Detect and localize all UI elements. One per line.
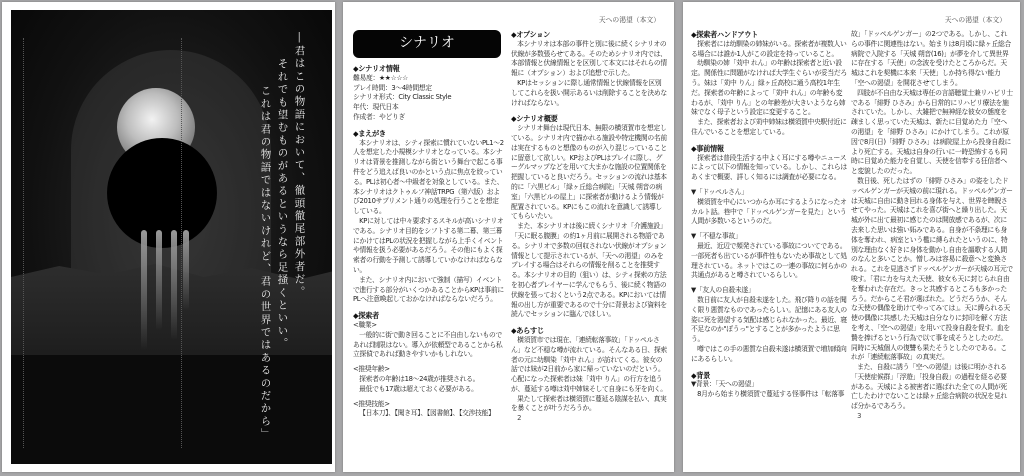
info-play-time: プレイ時間：3～4時間想定 [353,83,432,92]
occupation-label: <職業> [353,320,377,329]
running-header: 天への渇望（本文） [944,16,1006,24]
drip [156,230,162,330]
info-era: 年代：現代日本 [353,103,399,112]
synopsis-paragraph: 果たして探索者は横須賀に蔓延る陰謀を払い、真実を暴くことが叶うだろうか。 [511,394,667,413]
background-subheading: ▼背景：「天への渇望」 [691,380,758,389]
rumor-text: 数日前に友人が自殺未遂をした。飛び降りの話を聞く限り悪質なものであったらしい。記憶にある友人の姿に死を渇望する気配は感じられなかった。最近、寝不足なのか"ぼうっ"とすることが多かったように思う。 [691,295,847,344]
overview-paragraph: シナリオ舞台は現代日本、無限の横須賀市を想定している。シナリオ内で描かれる施設や特定機関の名前は実在するものと想像のものが入り混じっていることに留意して欲しい。KPおよびPLはプレイに際し、グーグルマップなどを用いて大まかな施設の位置関係を把握していると良いだろう。セッションの流れは基本的に「六黒ビル」「緑ヶ丘総合病院」「天城 朔音の病室」「六黒ビルの屋上」に探索者が動けるよう情報が配置されている。KPにもこの流れを意識して誘導してもらいたい。 [511,124,667,221]
page-number: 2 [517,414,522,423]
handout-paragraph: 幼馴染の姉「苅中 れん」の年齢は探索者と近い設定。関係性に問題がなければ大学生ぐらいが妥当だろう。妹は「苅中 りん」緑ヶ丘高校に通う高校1年生だ。探索者の年齢によって「苅中 れん」の年齢も変わるが、「苅中 りん」との年齢差が大きいようなら姉妹でなく母子という設定に変更すること。 [691,59,847,117]
age-line: 探索者の年齢は18～24歳が推奨される。 [359,374,480,383]
rumor-title: ▼「友人の自殺未遂」 [691,286,755,295]
section-title: シナリオ [353,30,501,58]
background-paragraph: 四肢が不自由な天城は専任の言語聴覚士兼リハビリ士である「緋野 ひさみ」から日常的にリハビリ療法を施されていた。しかし、大雑把で無神経な彼女の態度を疎ましく思っていた天城は、新たに目覚めた力「空への渇望」を「緋野 ひさみ」にかけてしまう。これが原因で8月(日)「緋野 ひさみ」は病院屋上から投身自殺により死亡する。天城は自身の行いに一時恐怖するも同時に目覚めた能力を自覚し、天使を信奉する狂信者へと変貌したのだった。 [851,88,1013,176]
rumor-title: ▼「不穏な事故」 [691,232,742,241]
skills-label: <推奨技能> [353,399,390,408]
cover-quote-line-1: ―君はこの物語において、徹頭徹尾部外者だ。 [293,32,306,299]
drip [183,230,189,310]
option-heading: ◆オプション [511,30,551,39]
info-format: シナリオ形式：City Classic Style [353,93,452,102]
ground [11,355,332,464]
preface-paragraph: また、シナリオ内において強制（描写）イベントで進行する部分がいくつかあることからKPは事前にPLへ注意喚起しておかなければならないだろう。 [353,275,504,304]
overview-paragraph: また、本シナリオは後に続くシナリオ「介護施設」「天に眠る腹膜」の約1ヶ月前に展開される物語である。シナリオで多数の回収されない伏線がオプション情報として提示されているが、「天への渇望」のみをプレイする場合はそれらの情報を削ることを推奨する。本シナリオの目的（狙い）は、シティ探索の方法を初心者プレイヤーに学んでもらう、後に続く物語の伏線を張っておくという2点である。KPにおいては情報の出し方が重要であるので十分に背景および資料を読んでセッションに臨んでほしい。 [511,222,667,319]
prior-info-heading: ◆事前情報 [691,143,724,153]
left-column [691,30,847,400]
black-sun-icon [107,138,217,248]
option-paragraph: 本シナリオは本部の事件と別に後に続くシナリオの伏線が多数張らせてある。そのためシナリオ内では、本部情報と伏線情報とを区別して本文にはそれらの情報に（オプション）および追想で示した。 [511,39,667,78]
handout-paragraph: 探索者には幼馴染の姉妹がいる。探索者が複数人いる場合には誰か1人がこの設定を持っていること。 [691,39,847,58]
left-column [353,30,505,419]
right-column [851,30,1013,422]
overview-heading: ◆シナリオ概要 [511,114,558,124]
synopsis-paragraph: 横須賀市では現在、「連続転落事故」「ドッペルさん」など不穏な噂が流れている。そんなある日、探索者の元に幼馴染「苅中 れん」が訪れてくる。彼女の話では妹が2日前から家に帰っていないのだという。心配になった探索者は妹「苅中 りん」の行方を追うが、蔓延する噂は苅中姉妹そして自身にも牙を向く。 [511,335,667,393]
handout-paragraph: また、探索者および苅中姉妹は横須賀中央駅付近に住んでいることを想定している。 [691,118,847,136]
running-header: 天への渇望（本文） [598,16,660,24]
drip [171,230,177,340]
background-paragraph: 数日後、死したはずの「緋野 ひさみ」の姿をしたドッペルゲンガーが天城の前に現れる。ドッペルゲンガーは天城に自由に動き回れる身体を与え、世界を睥睨させてやった。天城はこれを喜び街へと繰り出した。天城が外に出て最初に感じたのは開放感であるが、次に去来した思いは強い妬みである。自身が不条理にも身体を奪われ、病室という檻に縛られたというのに、特別な理由なく好きに身体を動かし自由を謳歌する人間のなんと多いことか。憎しみは容易に殺意へと変換される。これを見逃さずドッペルゲンガーが天城の耳元で唆す。「君に力を与えた天使、彼女も天に封じられ自由を奪われた存在だ。きっと共感するところも多かったろう。だからこそ君が選ばれた。どうだろうか、そんな天使の偶像を助けてやってみては」。天に縛られる天使の偶像に共感した天城は自分なりに封印を解く方法を考え、「空への渇望」を用いて投身自殺を促す。血を贄を捧げるという行為で以て事を成そうとしたのだ。同時に天城個人の復讐も果たそうとしたのである。これが「連続転落事故」の真実だ。 [851,176,1013,362]
investigator-heading: ◆探索者 [353,311,379,321]
synopsis-heading: ◆あらすじ [511,326,544,336]
scenario-page-3 [683,2,1020,472]
cover-page [2,2,335,472]
prior-info-intro: 探索者は普段生活する中よく耳にする噂やニュースによって以下の情報を知っている。しかし、これらはあくまで概要、詳しく知るには調査が必要になる。 [691,153,847,182]
right-column [511,30,667,424]
option-paragraph: KPはセッションに際し通常情報と伏線情報を区別してこれらを扱い開示あるいは削除することを決めなければならない。 [511,78,667,107]
background-paragraph: また、自殺に誘う「空への渇望」は後に明かされる「天使症候群」「浮遊」「投身自殺」の過程を経る必要がある。天城による被害者に選ばれた全ての人間が死亡したわけでないことは緑ヶ丘総合病院の状況を見れば分かるであろう。 [851,363,1007,411]
rumor-title: ▼「ドッペルさん」 [691,187,748,196]
info-author: 作成者：やどりぎ [353,112,405,121]
cover-illustration [11,10,332,464]
age-line: 最低でも17歳は超えておく必要がある。 [359,384,478,393]
background-paragraph: 8月から始まり横須賀で蔓延する怪事件は「転落事 [697,390,845,399]
age-label: <推奨年齢> [353,365,390,374]
cover-quote-line-3: これは君の物語ではないけれど、君の世界ではあるのだから」 [259,85,272,441]
cover-quote-line-2: それでも望むものがあるというなら足掻くといい。 [276,58,289,351]
info-heading: ◆シナリオ情報 [353,64,400,73]
rumor-text: 横須賀を中心にいつからか耳にするようになったオカルト話。巷中で「ドッペルゲンガーを見た」という人間が多数いるというのだ。 [691,197,847,226]
page-number: 3 [857,412,862,421]
info-difficulty: 難易度：★★☆☆☆ [353,73,408,82]
occupation-text: 一般的に街で動き回ることに不自由しないものであれば制限はない。導入が依頼型であることから私立探偵であれば動きやすいかもしれない。 [353,330,503,359]
handout-heading: ◆探索者ハンドアウト [691,30,759,39]
rumor-text: 最近、近辺で頻発されている事故についてである。一部死者も出ているが事件性もないため事故として処理されている。ネットではこの一連の事故に何らかの共通点があると噂されているらしい。 [691,241,847,280]
preface-heading: ◆まえがき [353,128,386,138]
rumor-text: 噂ではこの手の悪質な自殺未遂は横須賀で増加傾向にあるらしい。 [691,344,847,363]
drip [141,230,147,350]
preface-paragraph: 本シナリオは、シティ探索に慣れていないPL1～2人を想定した小規模シナリオとなっている。本シナリオは背景を推測しながら街という舞台で起こる事件をどう追えば良いのかという点に焦点を絞っている。PLは初心者～中級者を対象としている。また、本シナリオはクトゥルフ神話TRPG（第六版）および2010サプリメント通りの処理を行うことを想定している。 [353,138,504,216]
scenario-page-2 [343,2,674,472]
skills-text: 【日本刀】、【聞き耳】、【図書館】、【交渉技能】 [359,409,495,418]
background-paragraph: 故」「ドッペルゲンガー」の2つである。しかし、これらの事件に関連性はない。始まりは8月頃に緑ヶ丘総合病院で入院する「天城 朔音(16)」が夢を介して異世界に存在する「天使」の念波を受けたところからだ。天城はこれを契機に本来「天使」しか持ち得ない能力「空への渇望」を開花させてしまう。 [851,30,1011,87]
margin-guide [23,38,24,448]
background-heading: ◆背景 [691,370,711,380]
preface-paragraph: KPに対しては中々要求するスキルが高いシナリオである。シナリオ目的をシフトする第二幕、第三幕にかけてはPLの状況を把握しながら上手くイベントや情報を扱う必要があるだろう。その他にもよく探索者の行動を予測して誘導していかなければならない。 [353,216,504,274]
margin-guide [181,38,182,448]
